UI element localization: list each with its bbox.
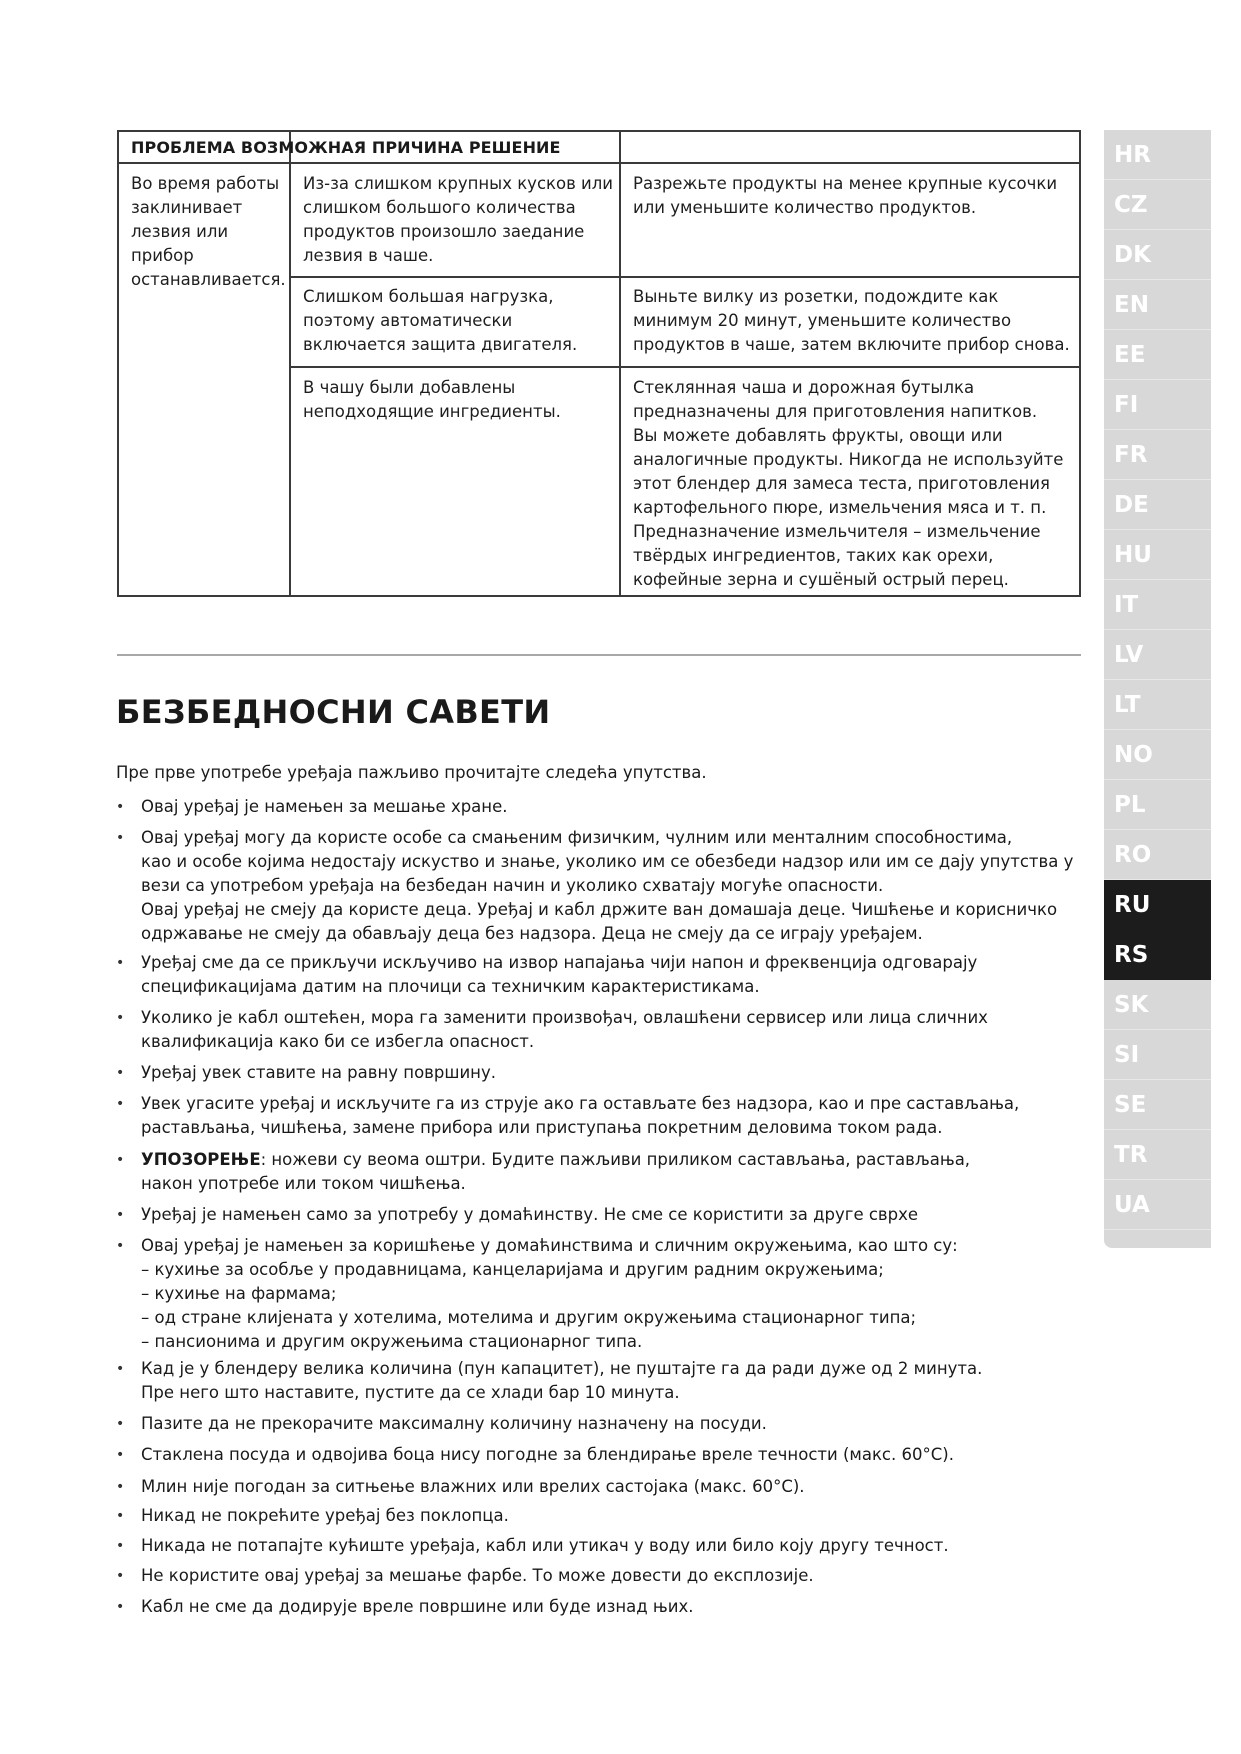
bullet-icon: • [116, 1361, 125, 1377]
tab-lang-lt[interactable]: LT [1104, 680, 1211, 730]
page-title: БЕЗБЕДНОСНИ САВЕТИ [116, 693, 551, 731]
table-col-divider [289, 132, 291, 595]
bullet-icon: • [116, 1599, 125, 1615]
bullet-icon: • [116, 830, 125, 846]
table-header-divider [119, 162, 1079, 164]
bullet-icon: • [116, 1238, 125, 1254]
tab-lang-fr[interactable]: FR [1104, 430, 1211, 480]
bullet-icon: • [116, 1152, 125, 1168]
intro-text: Пре прве употребе уређаја пажљиво прочитајте следећа упутства. [116, 763, 707, 782]
bullet-icon: • [116, 955, 125, 971]
cause-cell: Из-за слишком крупных кусков или слишком большого количества продуктов произошло заедание лезвия в чаше. [303, 174, 614, 265]
bullet-icon: • [116, 1207, 125, 1223]
tab-lang-it[interactable]: IT [1104, 580, 1211, 630]
cause-cell: В чашу были добавлены неподходящие ингредиенты. [303, 378, 561, 421]
tab-lang-ro[interactable]: RO [1104, 830, 1211, 880]
tab-lang-en[interactable]: EN [1104, 280, 1211, 330]
bullet-icon: • [116, 1479, 125, 1495]
tab-lang-hu[interactable]: HU [1104, 530, 1211, 580]
troubleshooting-table [117, 130, 1081, 597]
solution-cell: Выньте вилку из розетки, подождите как минимум 20 минут, уменьшите количество продуктов в чаше, затем включите прибор снова. [633, 287, 1070, 354]
tab-lang-hr[interactable]: HR [1104, 130, 1211, 180]
section-divider [117, 654, 1081, 656]
bullet-icon: • [116, 1416, 125, 1432]
bullet-icon: • [116, 1508, 125, 1524]
tab-lang-cz[interactable]: CZ [1104, 180, 1211, 230]
bullet-icon: • [116, 1096, 125, 1112]
tab-lang-tr[interactable]: TR [1104, 1130, 1211, 1180]
tab-lang-ua[interactable]: UA [1104, 1180, 1211, 1230]
tab-lang-lv[interactable]: LV [1104, 630, 1211, 680]
bullet-icon: • [116, 1010, 125, 1026]
tab-lang-ee[interactable]: EE [1104, 330, 1211, 380]
tab-lang-pl[interactable]: PL [1104, 780, 1211, 830]
bullet-icon: • [116, 1568, 125, 1584]
tab-lang-si[interactable]: SI [1104, 1030, 1211, 1080]
tab-lang-dk[interactable]: DK [1104, 230, 1211, 280]
bullet-icon: • [116, 1538, 125, 1554]
tab-lang-fi[interactable]: FI [1104, 380, 1211, 430]
warning-label: УПОЗОРЕЊЕ [141, 1150, 261, 1169]
tab-lang-de[interactable]: DE [1104, 480, 1211, 530]
problem-cell: Во время работы заклинивает лезвия или прибор останавливается. [131, 174, 286, 289]
tab-lang-se[interactable]: SE [1104, 1080, 1211, 1130]
bullet-icon: • [116, 1065, 125, 1081]
cause-cell: Слишком большая нагрузка, поэтому автоматически включается защита двигателя. [303, 287, 578, 354]
table-header: ПРОБЛЕМА ВОЗМОЖНАЯ ПРИЧИНА РЕШЕНИЕ [131, 138, 561, 157]
tab-lang-no[interactable]: NO [1104, 730, 1211, 780]
tab-lang-rs[interactable]: RS [1104, 930, 1211, 980]
table-row-divider [289, 366, 1079, 368]
solution-cell: Разрежьте продукты на менее крупные кусочки или уменьшите количество продуктов. [633, 174, 1058, 217]
bullet-icon: • [116, 1447, 125, 1463]
solution-cell: Стеклянная чаша и дорожная бутылка предназначены для приготовления напитков. Вы можете добавлять фрукты, овощи или аналогичные продукты. Никогда не используйте этот блендер для замеса теста, приготовления картофельного пюре, измельчения мяса и т. п. Предназначение измельчителя – измельчение твёрдых ингредиентов, таких как орехи, кофейные зерна и сушёный острый перец. [633, 378, 1064, 589]
bullet-icon: • [116, 799, 125, 815]
table-col-divider [619, 132, 621, 595]
tab-lang-ru[interactable]: RU [1104, 880, 1211, 930]
table-row-divider [289, 276, 1079, 278]
tab-lang-sk[interactable]: SK [1104, 980, 1211, 1030]
